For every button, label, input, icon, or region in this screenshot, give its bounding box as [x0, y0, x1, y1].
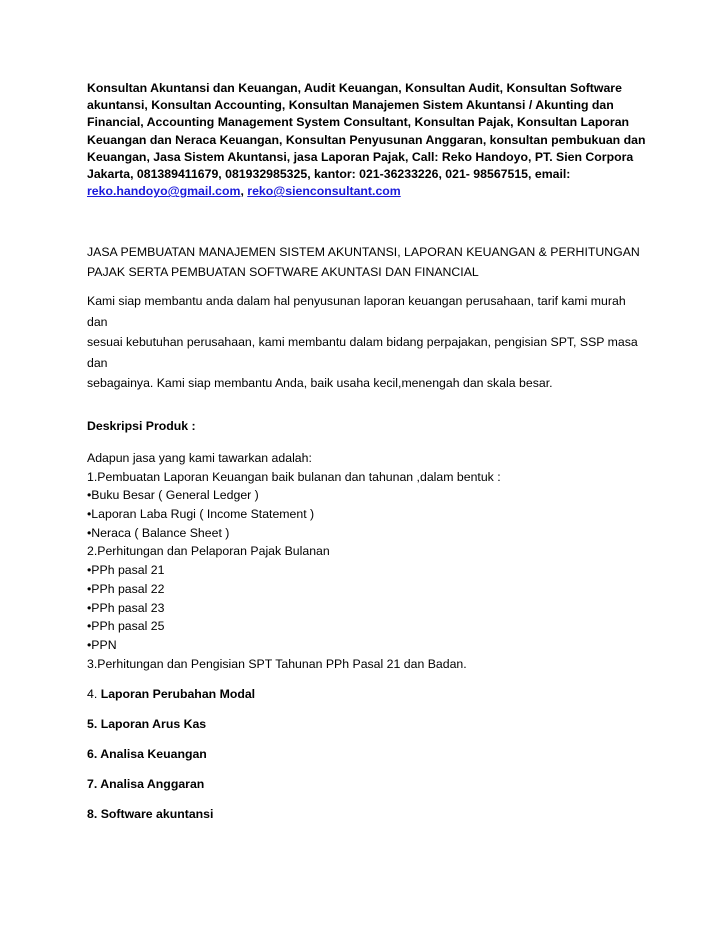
list-item: •PPh pasal 25: [87, 619, 165, 634]
item-number: 4.: [87, 687, 101, 702]
email-separator: ,: [240, 184, 248, 199]
numbered-item-6: [87, 745, 647, 764]
item-label: Analisa Anggaran: [100, 777, 205, 792]
description-line-2: sesuai kebutuhan perusahaan, kami membantu dalam bidang perpajakan, pengisian SPT, SSP masa dan: [87, 335, 638, 370]
list-item: •PPh pasal 23: [87, 600, 165, 615]
list-item: 3.Perhitungan dan Pengisian SPT Tahunan PPh Pasal 21 dan Badan.: [87, 656, 467, 671]
service-title-line-2: PAJAK SERTA PEMBUATAN SOFTWARE AKUNTASI DAN FINANCIAL: [87, 264, 479, 279]
item-label: Software akuntansi: [100, 807, 214, 822]
numbered-item-4: [87, 685, 647, 704]
intro-text: Konsultan Akuntansi dan Keuangan, Audit Keuangan, Konsultan Audit, Konsultan Software akuntansi, Konsultan Accounting, Konsultan Manajemen Sistem Akuntansi / Akunting dan Financial, Accounting Management System Consultant, Konsultan Pajak, Konsultan Laporan Keuangan dan Neraca Keuangan, Konsultan Penyusunan Anggaran, konsultan pembukuan dan Keuangan, Jasa Sistem Akuntansi, jasa Laporan Pajak, Call: Reko Handoyo, PT. Sien Corpora Jakarta, 081389411679, 081932985325, kantor: 021-36233226, 021- 98567515, email:: [87, 81, 646, 182]
item-number: 7.: [87, 777, 101, 792]
email-link-2[interactable]: reko@sienconsultant.com: [247, 184, 401, 199]
description-paragraph: [87, 291, 647, 394]
item-number: 8.: [87, 807, 101, 822]
service-title-line-1: JASA PEMBUATAN MANAJEMEN SISTEM AKUNTANSI, LAPORAN KEUANGAN & PERHITUNGAN: [87, 245, 640, 260]
document-page: [87, 80, 647, 824]
description-line-1: Kami siap membantu anda dalam hal penyusunan laporan keuangan perusahaan, tarif kami murah dan: [87, 294, 626, 329]
item-number: 6.: [87, 747, 101, 762]
offer-intro: Adapun jasa yang kami tawarkan adalah:: [87, 450, 312, 465]
item-number: 5.: [87, 717, 101, 732]
list-item: •PPN: [87, 637, 117, 652]
product-heading: Deskripsi Produk :: [87, 418, 196, 433]
list-item: •Neraca ( Balance Sheet ): [87, 525, 230, 540]
email-link-1[interactable]: reko.handoyo@gmail.com: [87, 184, 241, 199]
intro-paragraph: [87, 80, 647, 200]
numbered-item-8: [87, 805, 647, 824]
list-item: •Laporan Laba Rugi ( Income Statement ): [87, 507, 315, 522]
offer-list: [87, 468, 647, 674]
list-item: •PPh pasal 22: [87, 581, 165, 596]
service-title: [87, 243, 647, 282]
list-item: 1.Pembuatan Laporan Keuangan baik bulanan dan tahunan ,dalam bentuk :: [87, 469, 501, 484]
list-item: •Buku Besar ( General Ledger ): [87, 488, 259, 503]
description-line-3: sebagainya. Kami siap membantu Anda, baik usaha kecil,menengah dan skala besar.: [87, 376, 553, 391]
numbered-item-5: [87, 715, 647, 734]
numbered-item-7: [87, 775, 647, 794]
item-label: Laporan Arus Kas: [100, 717, 207, 732]
list-item: •PPh pasal 21: [87, 563, 165, 578]
list-item: 2.Perhitungan dan Pelaporan Pajak Bulanan: [87, 544, 330, 559]
item-label: Analisa Keuangan: [100, 747, 207, 762]
item-label: Laporan Perubahan Modal: [100, 687, 256, 702]
